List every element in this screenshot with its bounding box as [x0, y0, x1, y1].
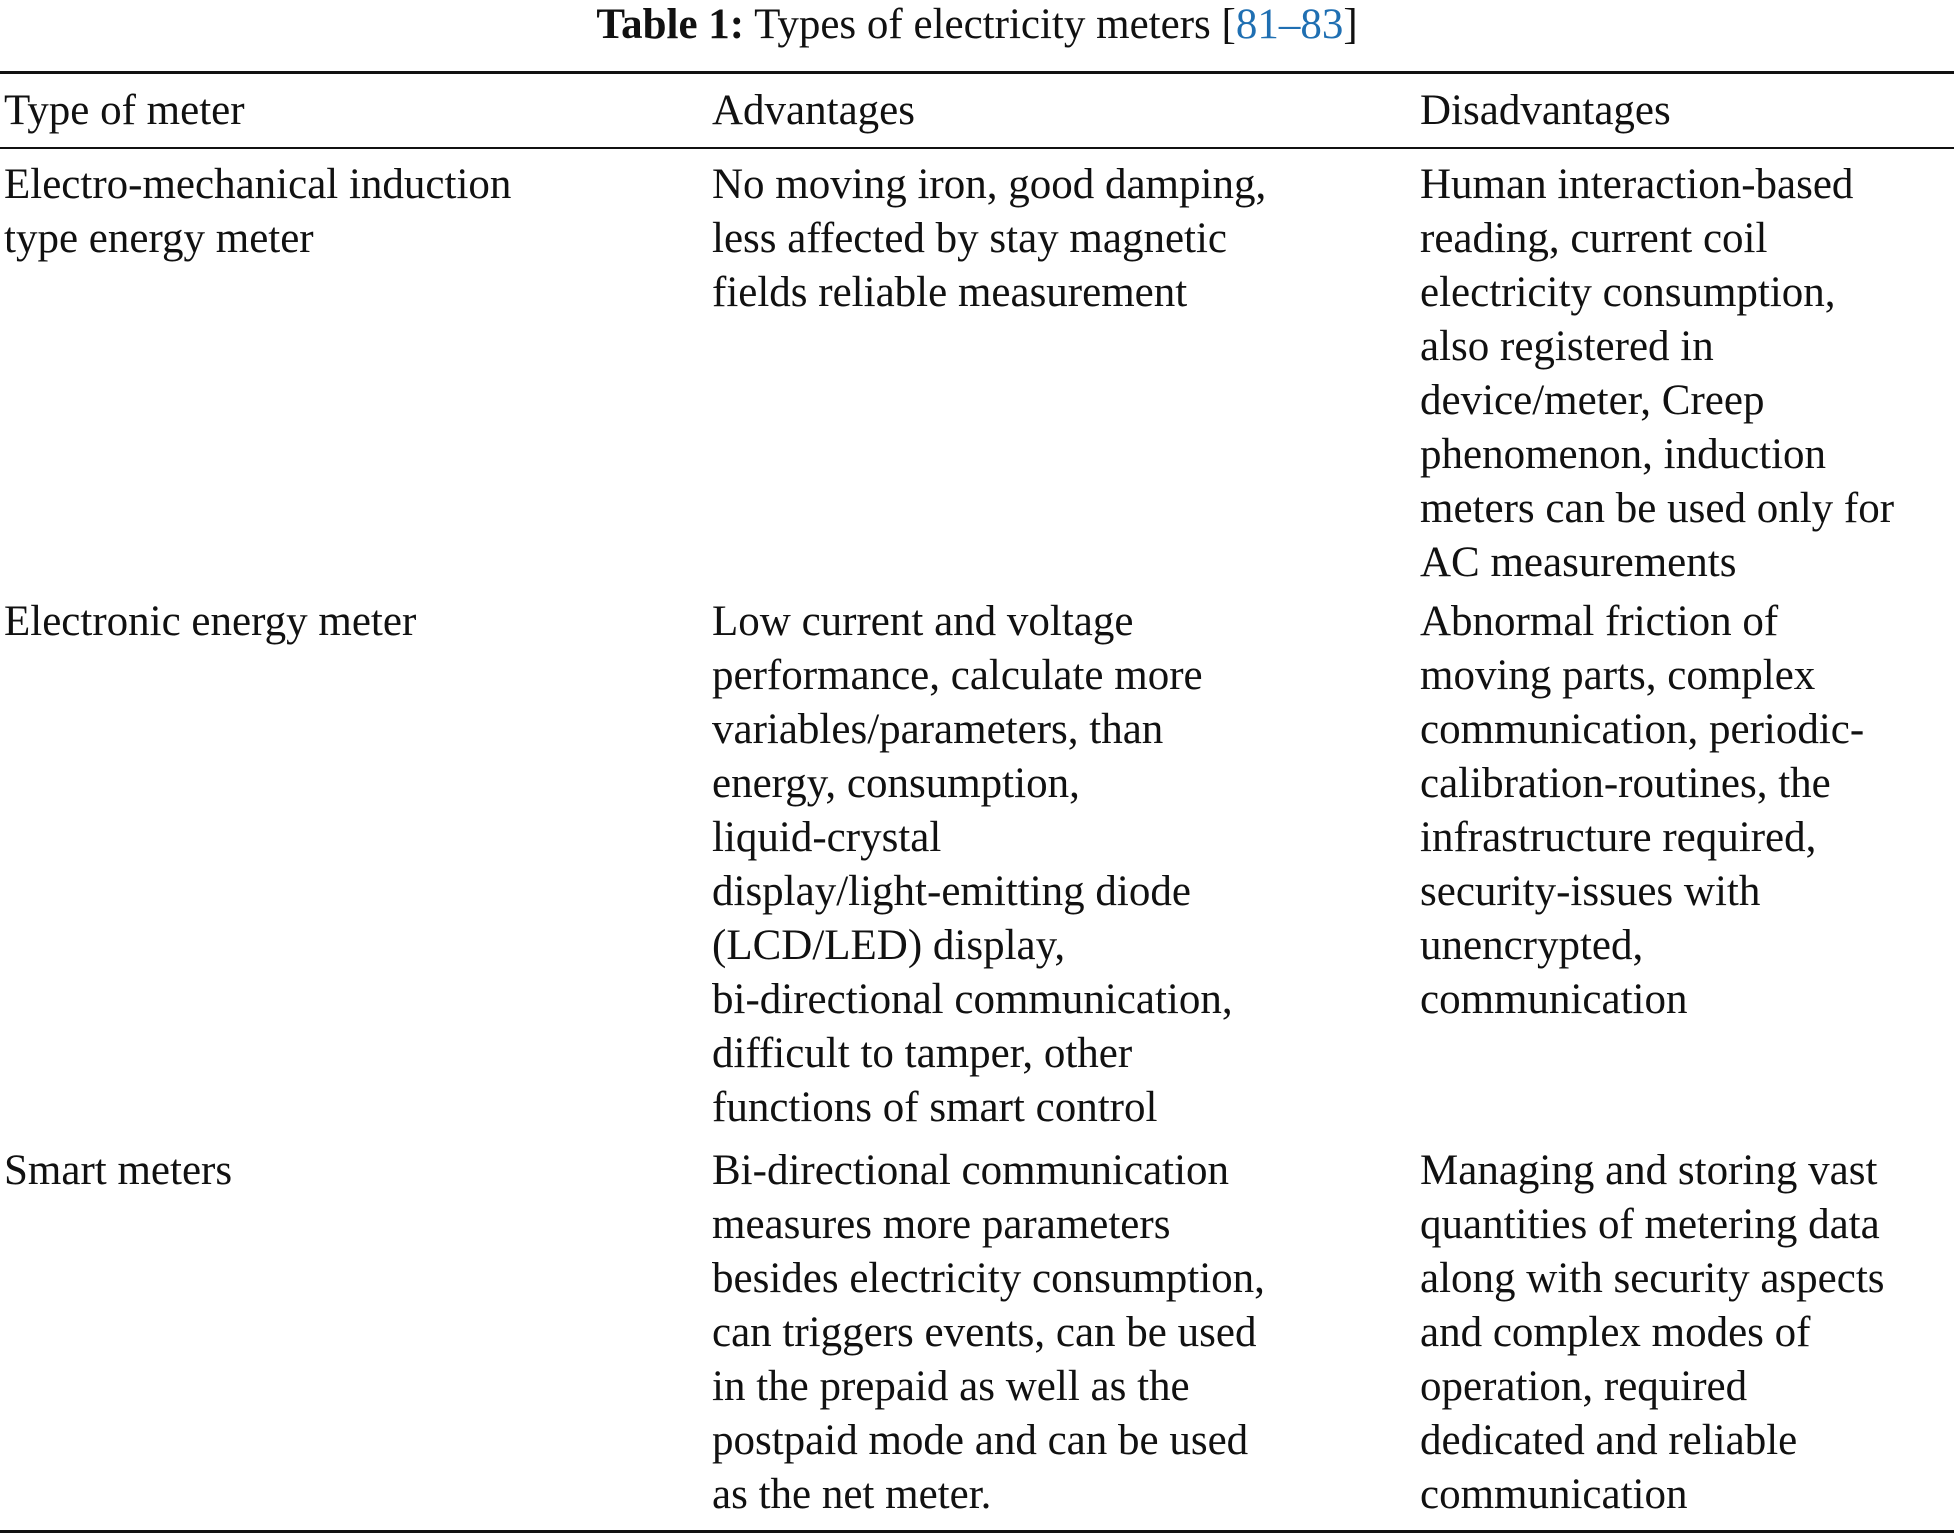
caption-close-bracket: ]	[1343, 1, 1358, 48]
row-2-type: Electronic energy meter	[4, 598, 417, 645]
row-1-disadvantages: Human interaction-based reading, current coil electricity consumption, also registered in device/meter, Creep phenomenon, induction meters can be used only for AC measurements	[1420, 161, 1895, 586]
caption-text: Types of electricity meters	[754, 1, 1211, 48]
row-1-type: Electro-mechanical induction type energy meter	[4, 161, 512, 262]
table-top-rule	[0, 71, 1954, 74]
caption-open-bracket: [	[1221, 1, 1236, 48]
row-1-advantages: No moving iron, good damping, less affected by stay magnetic fields reliable measurement	[712, 161, 1267, 316]
header-disadvantages: Disadvantages	[1420, 87, 1671, 134]
table-caption	[0, 0, 1954, 50]
header-type-of-meter: Type of meter	[4, 87, 245, 134]
row-3-disadvantages: Managing and storing vast quantities of metering data along with security aspects and complex modes of operation, required dedicated and reliable communication	[1420, 1147, 1885, 1518]
row-2-disadvantages: Abnormal friction of moving parts, complex communication, periodic- calibration-routines, the infrastructure required, security-issues with unencrypted, communication	[1420, 598, 1865, 1023]
table-bottom-rule	[0, 1530, 1954, 1533]
row-3-type: Smart meters	[4, 1147, 233, 1194]
row-2-advantages: Low current and voltage performance, calculate more variables/parameters, than energy, consumption, liquid-crystal display/light-emitting diode (LCD/LED) display, bi-directional communication, difficult to tamper, other functions of smart control	[712, 598, 1233, 1131]
caption-label: Table 1:	[596, 1, 745, 48]
table-header-rule	[0, 147, 1954, 149]
row-3-advantages: Bi-directional communication measures more parameters besides electricity consumption, can triggers events, can be used in the prepaid as well as the postpaid mode and can be used as the net meter.	[712, 1147, 1265, 1518]
caption-reference-link[interactable]: 81–83	[1235, 1, 1344, 48]
header-advantages: Advantages	[712, 87, 915, 134]
